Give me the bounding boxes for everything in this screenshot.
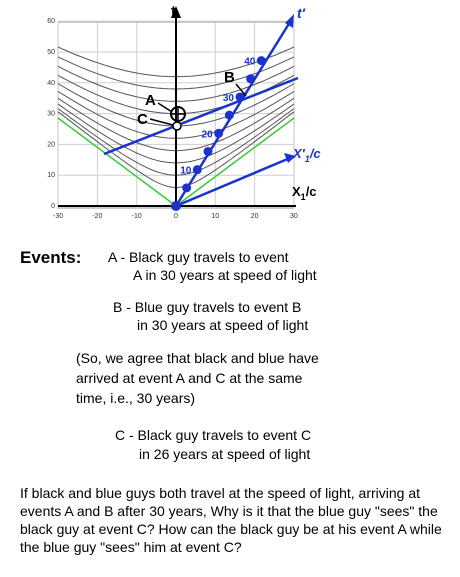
t-prime-label: t′ xyxy=(297,5,306,21)
y-tick-label: 10 xyxy=(47,172,55,180)
event-b-line1: B - Blue guy travels to event B xyxy=(113,299,302,315)
worldline-dot xyxy=(246,74,255,83)
y-tick-label: 30 xyxy=(47,110,55,118)
spacetime-diagram xyxy=(0,0,460,240)
point-b-label: B xyxy=(224,69,235,86)
time-label: 30 xyxy=(222,92,234,104)
event-c-line2: in 26 years at speed of light xyxy=(139,446,311,462)
note-line3: time, i.e., 30 years) xyxy=(76,390,196,406)
y-tick-label: 0 xyxy=(51,203,55,210)
time-label: 20 xyxy=(201,129,213,141)
y-tick-label: 50 xyxy=(47,49,55,56)
time-label: 10 xyxy=(180,165,192,177)
event-b-line2: in 30 years at speed of light xyxy=(137,317,309,333)
worldline-dot xyxy=(214,129,223,138)
x-tick-label: 0 xyxy=(174,213,178,220)
point-c-label: C xyxy=(137,111,148,128)
y-tick-label: 60 xyxy=(47,18,55,26)
events-title: Events: xyxy=(20,248,82,267)
y-tick-label: 20 xyxy=(47,141,55,149)
time-label: 40 xyxy=(244,56,256,68)
worldline-dot xyxy=(225,111,234,120)
x-tick-label: -10 xyxy=(131,213,142,220)
worldline-dot xyxy=(257,56,266,65)
x-axis-label: $X_1/c$ xyxy=(292,184,317,202)
x-tick-label: 10 xyxy=(211,213,220,220)
point-a-label: A xyxy=(145,92,156,109)
event-c-line1: C - Black guy travels to event C xyxy=(115,427,312,443)
worldline-dot xyxy=(193,165,202,174)
t-axis-label: t xyxy=(171,3,176,20)
note-line2: arrived at event A and C at the same xyxy=(76,370,303,386)
x-prime-label: $X'_1/c$ xyxy=(293,146,321,164)
event-a-line2: A in 30 years at speed of light xyxy=(133,267,317,283)
event-a-line1: A - Black guy travels to event xyxy=(108,249,289,265)
x-tick-label: 20 xyxy=(250,213,259,220)
worldline-dot xyxy=(182,183,191,192)
y-tick-label: 40 xyxy=(47,79,55,87)
x-tick-label: -30 xyxy=(53,213,64,220)
worldline-dot xyxy=(235,92,244,101)
worldline-dot xyxy=(171,201,181,211)
x-tick-label: 30 xyxy=(290,213,298,220)
worldline-dot xyxy=(203,147,212,156)
question-paragraph: If black and blue guys both travel at the speed of light, arriving at events A and B after 30 years, Why is it that the blue guy "sees" the black guy at event C? How can the black guy be at his event A while the blue guy "sees" him at event C? xyxy=(20,485,442,555)
x-tick-label: -20 xyxy=(92,213,103,220)
note-line1: (So, we agree that black and blue have xyxy=(76,350,319,366)
event-c-marker xyxy=(173,122,181,130)
